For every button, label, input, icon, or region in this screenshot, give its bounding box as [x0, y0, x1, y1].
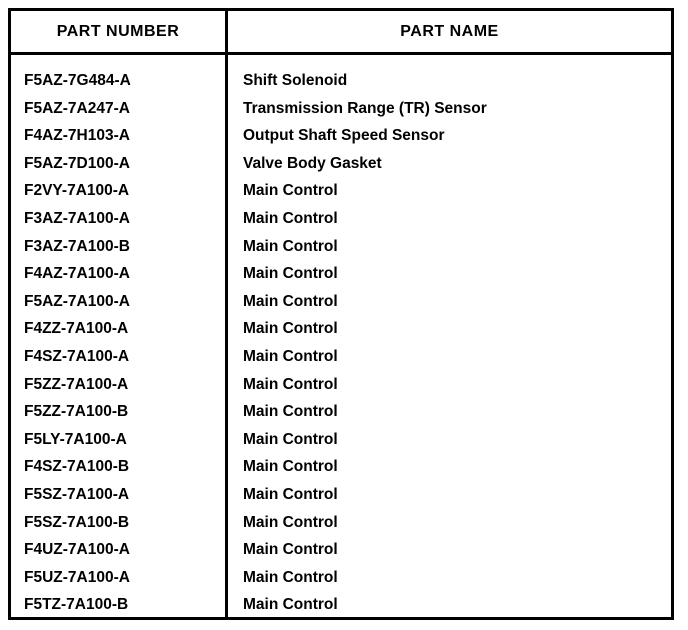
- part-number-cell: F5TZ-7A100-B: [24, 596, 129, 614]
- part-number-cell: F5AZ-7D100-A: [24, 154, 130, 172]
- table-row: [11, 591, 671, 619]
- part-name-cell: Main Control: [243, 541, 338, 559]
- part-name-cell: Main Control: [243, 320, 338, 338]
- parts-table: [8, 8, 674, 620]
- table-row: [11, 205, 671, 233]
- table-row: [11, 426, 671, 454]
- part-name-cell: Main Control: [243, 568, 338, 586]
- table-row: [11, 67, 671, 95]
- part-number-cell: F4SZ-7A100-B: [24, 458, 130, 476]
- part-name-cell: Output Shaft Speed Sensor: [243, 127, 445, 145]
- part-number-cell: F4SZ-7A100-A: [24, 347, 130, 365]
- table-row: [11, 95, 671, 123]
- table-row: [11, 343, 671, 371]
- table-row: [11, 564, 671, 592]
- part-name-cell: Main Control: [243, 375, 338, 393]
- header-part-number: PART NUMBER: [56, 23, 180, 40]
- part-name-cell: Valve Body Gasket: [243, 154, 382, 172]
- table-body: [11, 67, 671, 619]
- table-row: [11, 260, 671, 288]
- part-name-cell: Shift Solenoid: [243, 72, 348, 89]
- table-row: [11, 481, 671, 509]
- part-number-cell: F5AZ-7G484-A: [24, 72, 131, 89]
- part-number-cell: F4ZZ-7A100-A: [24, 320, 129, 338]
- part-number-cell: F5LY-7A100-A: [24, 430, 127, 448]
- part-name-cell: Main Control: [243, 209, 338, 227]
- part-number-cell: F5AZ-7A100-A: [24, 292, 130, 310]
- table-row: [11, 536, 671, 564]
- part-number-cell: F3AZ-7A100-A: [24, 209, 130, 227]
- part-number-cell: F3AZ-7A100-B: [24, 237, 130, 255]
- part-number-cell: F2VY-7A100-A: [24, 182, 130, 200]
- part-number-cell: F5ZZ-7A100-B: [24, 403, 129, 421]
- table-row: [11, 509, 671, 537]
- part-number-cell: F5ZZ-7A100-A: [24, 375, 129, 393]
- part-number-cell: F4AZ-7H103-A: [24, 127, 130, 145]
- part-number-cell: F5AZ-7A247-A: [24, 99, 130, 117]
- part-name-cell: Main Control: [243, 237, 338, 255]
- table-row: [11, 122, 671, 150]
- table-row: [11, 315, 671, 343]
- table-row: [11, 233, 671, 261]
- part-name-cell: Main Control: [243, 513, 338, 531]
- table-row: [11, 453, 671, 481]
- part-number-cell: F5UZ-7A100-A: [24, 568, 130, 586]
- table-row: [11, 150, 671, 178]
- header-part-name: PART NAME: [400, 23, 499, 40]
- part-name-cell: Main Control: [243, 403, 338, 421]
- part-name-cell: Main Control: [243, 458, 338, 476]
- table-row: [11, 288, 671, 316]
- part-name-cell: Main Control: [243, 347, 338, 365]
- part-name-cell: Main Control: [243, 292, 338, 310]
- part-name-cell: Main Control: [243, 430, 338, 448]
- table-row: [11, 177, 671, 205]
- part-number-cell: F4AZ-7A100-A: [24, 265, 130, 283]
- part-name-cell: Transmission Range (TR) Sensor: [243, 99, 487, 117]
- part-name-cell: Main Control: [243, 182, 338, 200]
- part-name-cell: Main Control: [243, 265, 338, 283]
- part-number-cell: F4UZ-7A100-A: [24, 541, 130, 559]
- table-row: [11, 371, 671, 399]
- part-name-cell: Main Control: [243, 596, 338, 614]
- table-header: [11, 11, 671, 55]
- part-number-cell: F5SZ-7A100-A: [24, 485, 130, 503]
- part-number-cell: F5SZ-7A100-B: [24, 513, 130, 531]
- table-row: [11, 398, 671, 426]
- part-name-cell: Main Control: [243, 485, 338, 503]
